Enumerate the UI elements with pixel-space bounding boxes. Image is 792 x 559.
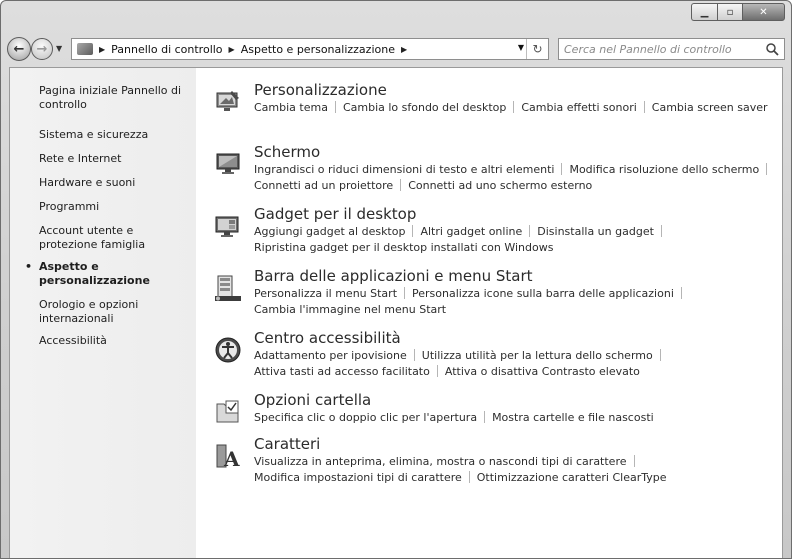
- maximize-icon: ▫: [726, 6, 734, 18]
- minimize-icon: ▁: [700, 6, 709, 18]
- refresh-icon: ↻: [532, 42, 543, 56]
- back-button[interactable]: [7, 37, 31, 61]
- category-title[interactable]: Personalizzazione: [254, 81, 387, 99]
- category-title[interactable]: Centro accessibilità: [254, 329, 401, 347]
- maximize-button[interactable]: [717, 3, 742, 21]
- content-area: [9, 67, 783, 559]
- sidebar-item-user-accounts[interactable]: Account utente e protezione famiglia: [39, 224, 146, 251]
- forward-button[interactable]: [31, 38, 53, 60]
- category-folder-options: [206, 390, 782, 434]
- task-link[interactable]: Connetti ad uno schermo esterno: [408, 179, 593, 192]
- close-button[interactable]: [742, 3, 785, 21]
- category-display: [206, 142, 782, 204]
- personalization-icon[interactable]: [214, 88, 242, 116]
- category-title[interactable]: Schermo: [254, 143, 321, 161]
- task-link[interactable]: Visualizza in anteprima, elimina, mostra o nascondi tipi di carattere: [254, 455, 627, 468]
- category-title[interactable]: Opzioni cartella: [254, 391, 372, 409]
- search-box: [558, 38, 785, 60]
- task-link[interactable]: Adattamento per ipovisione: [254, 349, 407, 362]
- divider: [469, 471, 470, 483]
- sidebar-item-hardware-sound[interactable]: Hardware e suoni: [39, 176, 136, 189]
- minimize-button[interactable]: [691, 3, 717, 21]
- task-link[interactable]: Ottimizzazione caratteri ClearType: [476, 471, 667, 484]
- task-line: [254, 348, 782, 364]
- breadcrumb-chevron-icon[interactable]: ▶: [228, 44, 235, 54]
- task-link[interactable]: Modifica risoluzione dello schermo: [569, 163, 760, 176]
- divider: [561, 163, 562, 175]
- task-link[interactable]: Cambia lo sfondo del desktop: [342, 101, 507, 114]
- task-line: [254, 286, 782, 302]
- category-personalization: [206, 80, 782, 142]
- task-link[interactable]: Attiva o disattiva Contrasto elevato: [444, 365, 640, 378]
- search-input[interactable]: [564, 43, 764, 56]
- divider: [400, 179, 401, 191]
- divider: [660, 349, 661, 361]
- task-link[interactable]: Ripristina gadget per il desktop installati con Windows: [254, 241, 554, 254]
- task-line: [254, 100, 782, 116]
- task-link[interactable]: Modifica impostazioni tipi di carattere: [254, 471, 462, 484]
- ease-of-access-icon[interactable]: [214, 336, 242, 364]
- breadcrumb-appearance[interactable]: Aspetto e personalizzazione: [240, 42, 395, 56]
- task-link[interactable]: Personalizza il menu Start: [254, 287, 398, 300]
- sidebar-item-ease-of-access[interactable]: Accessibilità: [39, 334, 107, 347]
- divider: [412, 225, 413, 237]
- divider: [681, 287, 682, 299]
- category-taskbar-start: [206, 266, 782, 328]
- breadcrumb-control-panel[interactable]: Pannello di controllo: [111, 42, 223, 56]
- category-title[interactable]: Caratteri: [254, 435, 321, 453]
- divider: [766, 163, 767, 175]
- task-link[interactable]: Personalizza icone sulla barra delle applicazioni: [412, 287, 674, 300]
- task-link[interactable]: Cambia screen saver: [651, 101, 768, 114]
- address-bar[interactable]: [71, 38, 549, 60]
- sidebar-item-system-security[interactable]: Sistema e sicurezza: [39, 128, 149, 141]
- divider: [437, 365, 438, 377]
- task-line: [254, 302, 782, 318]
- task-link[interactable]: Disinstalla un gadget: [537, 225, 654, 238]
- main-panel: [206, 68, 782, 558]
- task-link[interactable]: Mostra cartelle e file nascosti: [492, 411, 654, 424]
- task-link[interactable]: Connetti ad un proiettore: [254, 179, 394, 192]
- divider: [335, 101, 336, 113]
- task-line: [254, 364, 782, 380]
- task-line: [254, 410, 782, 426]
- taskbar-icon[interactable]: [214, 274, 242, 302]
- category-gadgets: [206, 204, 782, 266]
- breadcrumb-chevron-icon[interactable]: ▶: [99, 44, 106, 54]
- task-link[interactable]: Aggiungi gadget al desktop: [254, 225, 406, 238]
- display-icon[interactable]: [214, 150, 242, 178]
- navigation-bar: [1, 33, 791, 63]
- task-line: [254, 470, 782, 486]
- sidebar: [10, 68, 196, 558]
- category-title[interactable]: Barra delle applicazioni e menu Start: [254, 267, 533, 285]
- control-panel-icon: [77, 43, 93, 55]
- task-line: [254, 224, 782, 240]
- divider: [634, 455, 635, 467]
- sidebar-item-home[interactable]: Pagina iniziale Pannello di controllo: [39, 84, 182, 111]
- sidebar-item-programs[interactable]: Programmi: [39, 200, 100, 213]
- divider: [414, 349, 415, 361]
- task-link[interactable]: Ingrandisci o riduci dimensioni di testo e altri elementi: [254, 163, 555, 176]
- task-link[interactable]: Attiva tasti ad accesso facilitato: [254, 365, 430, 378]
- task-link[interactable]: Cambia tema: [254, 101, 328, 114]
- refresh-button[interactable]: [526, 39, 548, 59]
- divider: [644, 101, 645, 113]
- fonts-icon[interactable]: [214, 442, 242, 470]
- back-arrow-icon: ←: [13, 41, 25, 57]
- address-dropdown-icon[interactable]: ▼: [517, 43, 524, 52]
- category-ease-of-access: [206, 328, 782, 390]
- task-line: [254, 162, 782, 178]
- task-line: [254, 240, 782, 256]
- sidebar-item-clock-region[interactable]: Orologio e opzioni internazionali: [39, 298, 139, 325]
- breadcrumb-chevron-icon[interactable]: ▶: [400, 44, 408, 54]
- sidebar-item-appearance[interactable]: • Aspetto e personalizzazione: [39, 260, 188, 288]
- task-link[interactable]: Utilizza utilità per la lettura dello schermo: [421, 349, 653, 362]
- divider: [513, 101, 514, 113]
- divider: [484, 411, 485, 423]
- sidebar-item-network-internet[interactable]: Rete e Internet: [39, 152, 122, 165]
- forward-arrow-icon: →: [36, 41, 48, 57]
- title-bar[interactable]: [1, 1, 791, 31]
- gadgets-icon[interactable]: [214, 212, 242, 240]
- divider: [661, 225, 662, 237]
- close-icon: ✕: [759, 6, 768, 18]
- task-line: [254, 178, 782, 194]
- task-line: [254, 454, 782, 470]
- window-controls: [691, 3, 785, 21]
- search-icon[interactable]: [765, 42, 779, 56]
- category-title[interactable]: Gadget per il desktop: [254, 205, 417, 223]
- svg-text:A: A: [224, 447, 240, 470]
- divider: [529, 225, 530, 237]
- task-link[interactable]: Specifica clic o doppio clic per l'apertura: [254, 411, 478, 424]
- task-link[interactable]: Cambia l'immagine nel menu Start: [254, 303, 447, 316]
- folder-options-icon[interactable]: [214, 398, 242, 426]
- task-link[interactable]: Cambia effetti sonori: [521, 101, 637, 114]
- recent-pages-dropdown-icon[interactable]: ▼: [56, 44, 63, 53]
- divider: [404, 287, 405, 299]
- task-link[interactable]: Altri gadget online: [420, 225, 523, 238]
- category-fonts: [206, 434, 782, 496]
